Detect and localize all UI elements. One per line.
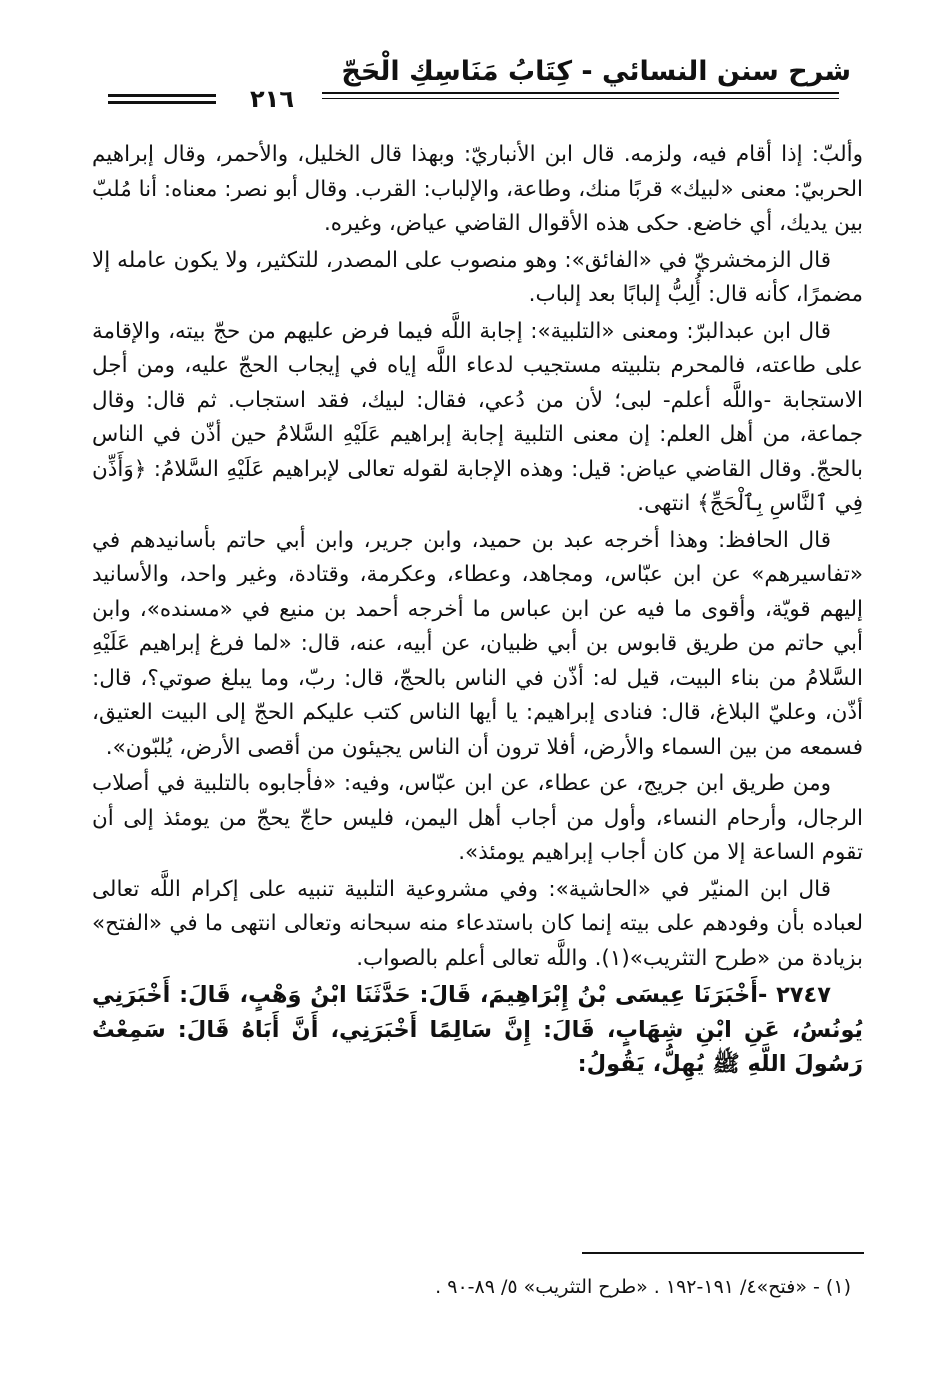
running-head-title: شرح سنن النسائي - كِتَابُ مَنَاسِكِ الْحَجّ: [341, 56, 851, 87]
page-number-ornament: [108, 94, 216, 108]
header-rule-thin: [322, 98, 839, 99]
paragraph: قال ابن عبدالبرّ: ومعنى «التلبية»: إجابة اللَّه فيما فرض عليهم من حجّ بيته، والإقامة على طاعته، فالمحرم بتلبيته مستجيب لدعاء اللَّه إياه في إيجاب الحجّ عليه، ومن أجل الاستجابة -واللَّه أعلم- لبى؛ لأن من دُعي، فقال: لبيك، فقد استجاب. ثم قال: وقال جماعة، من أهل العلم: إن معنى التلبية إجابة إبراهيم عَلَيْهِ السَّلامُ حين أذّن في الناس بالحجّ. وقال القاضي عياض: قيل: وهذه الإجابة لقوله تعالى لإبراهيم عَلَيْهِ السَّلامُ: ﴿وَأَذِّن فِي ٱلنَّاسِ بِٱلْحَجِّ﴾ انتهى.: [92, 318, 863, 516]
header-rule: [322, 92, 839, 94]
paragraph: ومن طريق ابن جريج، عن عطاء، عن ابن عبّاس، وفيه: «فأجابوه بالتلبية في أصلاب الرجال، وأرحام النساء، وأول من أجاب أهل اليمن، فليس حاجّ يحجّ من يومئذ إلى أن تقوم الساعة إلا من كان أجاب إبراهيم يومئذ».: [92, 771, 863, 865]
footnote-rule: [582, 1252, 864, 1254]
paragraph: قال الحافظ: وهذا أخرجه عبد بن حميد، وابن جرير، وابن أبي حاتم بأسانيدهم في «تفاسيرهم» عن ابن عبّاس، ومجاهد، وعطاء، وعكرمة، وقتادة، وغير واحد، والأسانيد إليهم قويّة، وأقوى ما فيه عن ابن عباس ما أخرجه أحمد بن منيع في «مسنده»، وابن أبي حاتم من طريق قابوس بن أبي ظبيان، عن أبيه، عنه، قال: «لما فرغ إبراهيم عَلَيْهِ السَّلامُ من بناء البيت، قيل له: أذّن في الناس بالحجّ، قال: ربّ، وما يبلغ صوتي؟، قال: أذّن، وعليّ البلاغ، قال: فنادى إبراهيم: يا أيها الناس كتب عليكم الحجّ إلى البيت العتيق، فسمعه من بين السماء والأرض، أفلا ترون أن الناس يجيئون من أقصى الأرض، يُلبّون».: [92, 527, 863, 760]
paragraph: وألبّ: إذا أقام فيه، ولزمه. قال ابن الأنباريّ: وبهذا قال الخليل، والأحمر، وقال إبراهيم الحربيّ: معنى «لبيك» قربًا منك، وطاعة، والإلباب: القرب. وقال أبو نصر: معناه: أنا مُلبّ بين يديك، أي خاضع. حكى هذه الأقوال القاضي عياض، وغيره.: [92, 142, 863, 236]
page-number: ٢١٦: [250, 85, 294, 113]
main-text: [92, 138, 863, 1084]
hadith-text: ٢٧٤٧ -أَخْبَرَنَا عِيسَى بْنُ إِبْرَاهِيمَ، قَالَ: حَدَّثَنَا ابْنُ وَهْبٍ، قَالَ: أَخْبَرَنِي يُونُسُ، عَنِ ابْنِ شِهَابٍ، قَالَ: إِنَّ سَالِمًا أَخْبَرَنِي، أَنَّ أَبَاهُ قَالَ: سَمِعْتُ رَسُولَ اللَّهِ ﷺ يُهِلُّ، يَقُولُ:: [92, 982, 863, 1077]
paragraph: قال الزمخشريّ في «الفائق»: وهو منصوب على المصدر، للتكثير، ولا يكون عامله إلا مضمرًا، كأنه قال: أُلِبُّ إلبابًا بعد إلباب.: [92, 247, 863, 307]
paragraph: قال ابن المنيّر في «الحاشية»: وفي مشروعية التلبية تنبيه على إكرام اللَّه تعالى لعباده بأن وفودهم على بيته إنما كان باستدعاء منه سبحانه وتعالى انتهى ما في «الفتح» بزيادة من «طرح التثريب»(١). واللَّه تعالى أعلم بالصواب.: [92, 876, 863, 971]
footnote: (١) - «فتح»٤/ ١٩١-١٩٢ . «طرح التثريب» ٥/ ٨٩-٩٠ .: [435, 1276, 851, 1298]
